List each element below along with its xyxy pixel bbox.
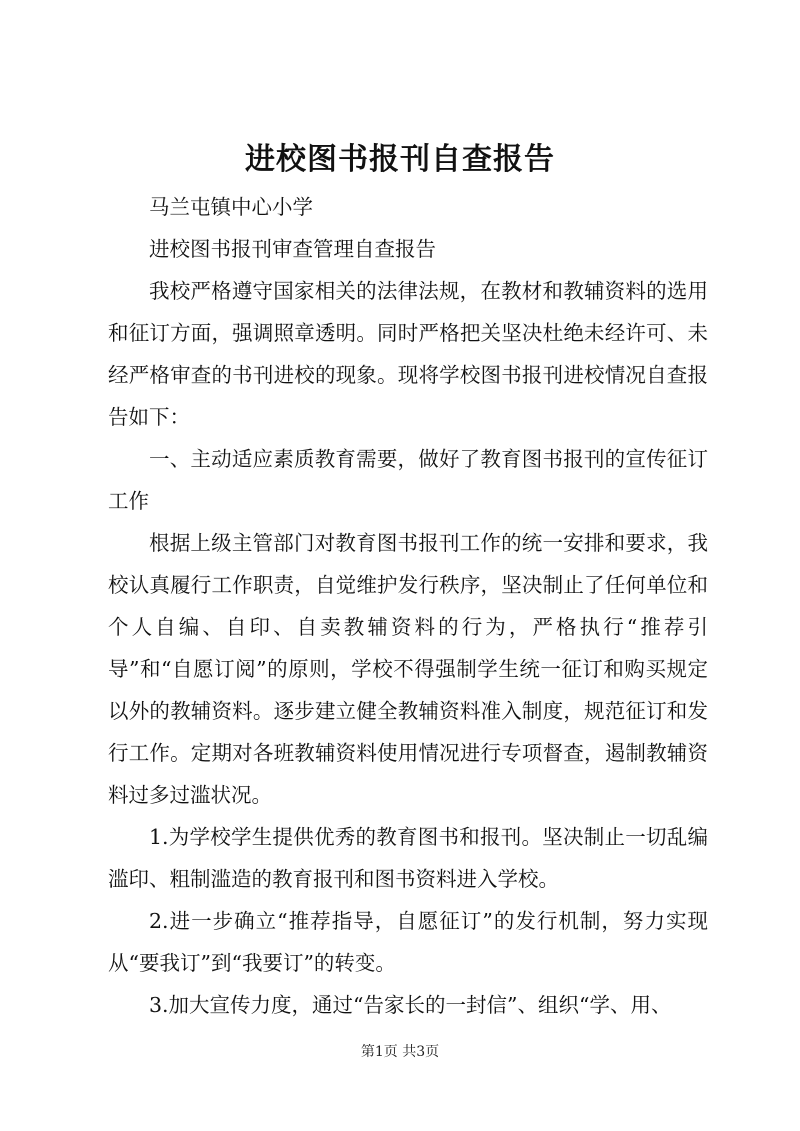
paragraph-item-1: 1.为学校学生提供优秀的教育图书和报刊。坚决制止一切乱编滥印、粗制滥造的教育报刊和图书资料进入学校。 xyxy=(108,825,708,891)
paragraph-school-name: 马兰屯镇中心小学 xyxy=(149,195,313,219)
document-body xyxy=(108,186,708,1026)
paragraph-item-3: 3.加大宣传力度，通过“告家长的一封信”、组织“学、用、 xyxy=(149,993,672,1017)
paragraph-report-subtitle: 进校图书报刊审查管理自查报告 xyxy=(149,237,436,261)
document-title: 进校图书报刊自查报告 xyxy=(245,142,555,177)
paragraph-section-heading-1: 一、主动适应素质教育需要，做好了教育图书报刊的宣传征订工作 xyxy=(108,447,708,513)
page-footer: 第1页 共3页 xyxy=(360,1044,440,1060)
paragraph-item-2: 2.进一步确立“推荐指导，自愿征订”的发行机制，努力实现从“要我订”到“我要订”的转变。 xyxy=(108,909,708,975)
paragraph-section-body-1: 根据上级主管部门对教育图书报刊工作的统一安排和要求，我校认真履行工作职责，自觉维护发行秩序，坚决制止了任何单位和个人自编、自印、自卖教辅资料的行为，严格执行“推荐引导”和“自愿订阅”的原则，学校不得强制学生统一征订和购买规定以外的教辅资料。逐步建立健全教辅资料准入制度，规范征订和发行工作。定期对各班教辅资料使用情况进行专项督查，遏制教辅资料过多过滥状况。 xyxy=(108,531,708,807)
paragraph-intro: 我校严格遵守国家相关的法律法规，在教材和教辅资料的选用和征订方面，强调照章透明。同时严格把关坚决杜绝未经许可、未经严格审查的书刊进校的现象。现将学校图书报刊进校情况自查报告如下： xyxy=(108,279,708,429)
